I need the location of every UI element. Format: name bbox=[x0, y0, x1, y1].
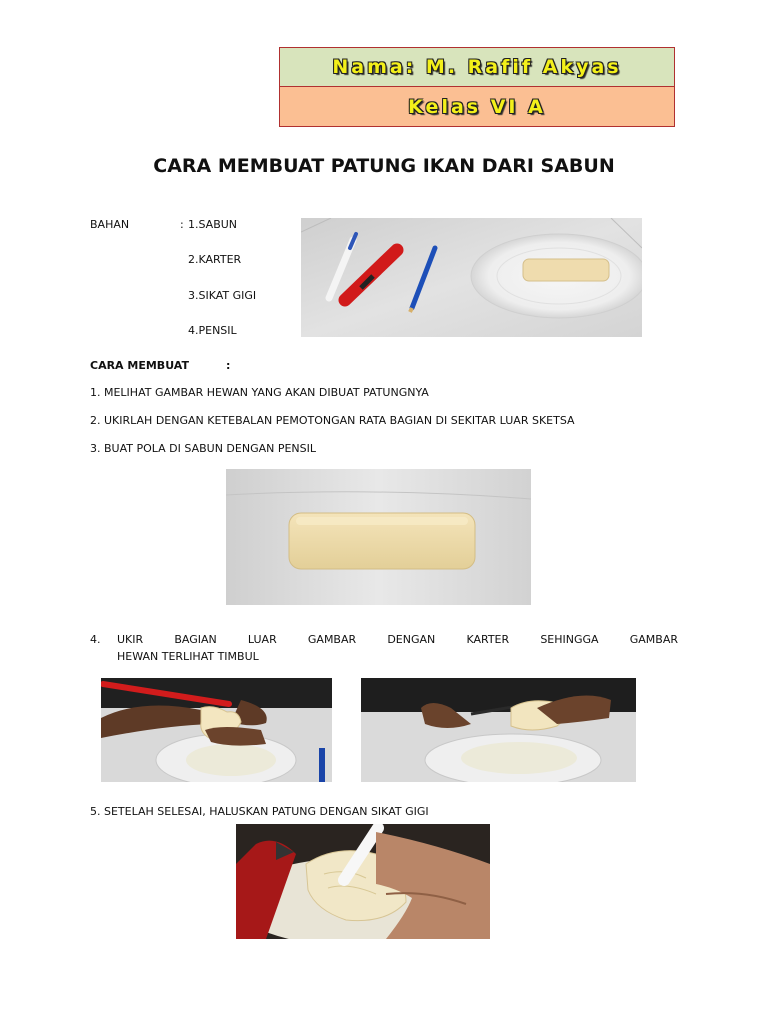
step-4-word: LUAR bbox=[247, 633, 277, 646]
step-4-word: SEHINGGA bbox=[540, 633, 599, 646]
step-4-word: BAGIAN bbox=[174, 633, 217, 646]
material-item-toothbrush: 3.SIKAT GIGI bbox=[188, 289, 257, 302]
materials-separator: : bbox=[180, 218, 184, 231]
step-4-number: 4. bbox=[90, 633, 101, 646]
document-title: CARA MEMBUAT PATUNG IKAN DARI SABUN bbox=[153, 155, 615, 177]
step-4-word: UKIR bbox=[117, 633, 144, 646]
carving-photo-right bbox=[361, 678, 636, 782]
student-name: Nama: M. Rafif Akyas bbox=[332, 56, 622, 78]
student-class: Kelas VI A bbox=[408, 95, 546, 118]
step-3: 3. BUAT POLA DI SABUN DENGAN PENSIL bbox=[90, 442, 317, 455]
materials-photo bbox=[301, 218, 642, 337]
step-4-line-2: HEWAN TERLIHAT TIMBUL bbox=[117, 650, 259, 663]
soap-bar-photo bbox=[226, 469, 531, 605]
step-4-word: GAMBAR bbox=[307, 633, 357, 646]
material-item-pencil: 4.PENSIL bbox=[188, 324, 237, 337]
carving-photo-left bbox=[101, 678, 332, 782]
material-item-cutter: 2.KARTER bbox=[188, 253, 242, 266]
name-box bbox=[279, 47, 675, 87]
materials-label: BAHAN bbox=[90, 218, 130, 231]
step-4-word: DENGAN bbox=[387, 633, 436, 646]
step-4-word: GAMBAR bbox=[629, 633, 678, 646]
step-4-line-1 bbox=[117, 633, 678, 646]
polishing-photo bbox=[236, 824, 490, 939]
material-item-soap: 1.SABUN bbox=[188, 218, 238, 231]
step-5: 5. SETELAH SELESAI, HALUSKAN PATUNG DENGAN SIKAT GIGI bbox=[90, 805, 429, 818]
step-2: 2. UKIRLAH DENGAN KETEBALAN PEMOTONGAN RATA BAGIAN DI SEKITAR LUAR SKETSA bbox=[90, 414, 575, 427]
method-separator: : bbox=[226, 359, 231, 372]
class-box bbox=[279, 87, 675, 127]
step-4-word: KARTER bbox=[466, 633, 510, 646]
method-label: CARA MEMBUAT bbox=[90, 359, 189, 372]
step-1: 1. MELIHAT GAMBAR HEWAN YANG AKAN DIBUAT PATUNGNYA bbox=[90, 386, 429, 399]
